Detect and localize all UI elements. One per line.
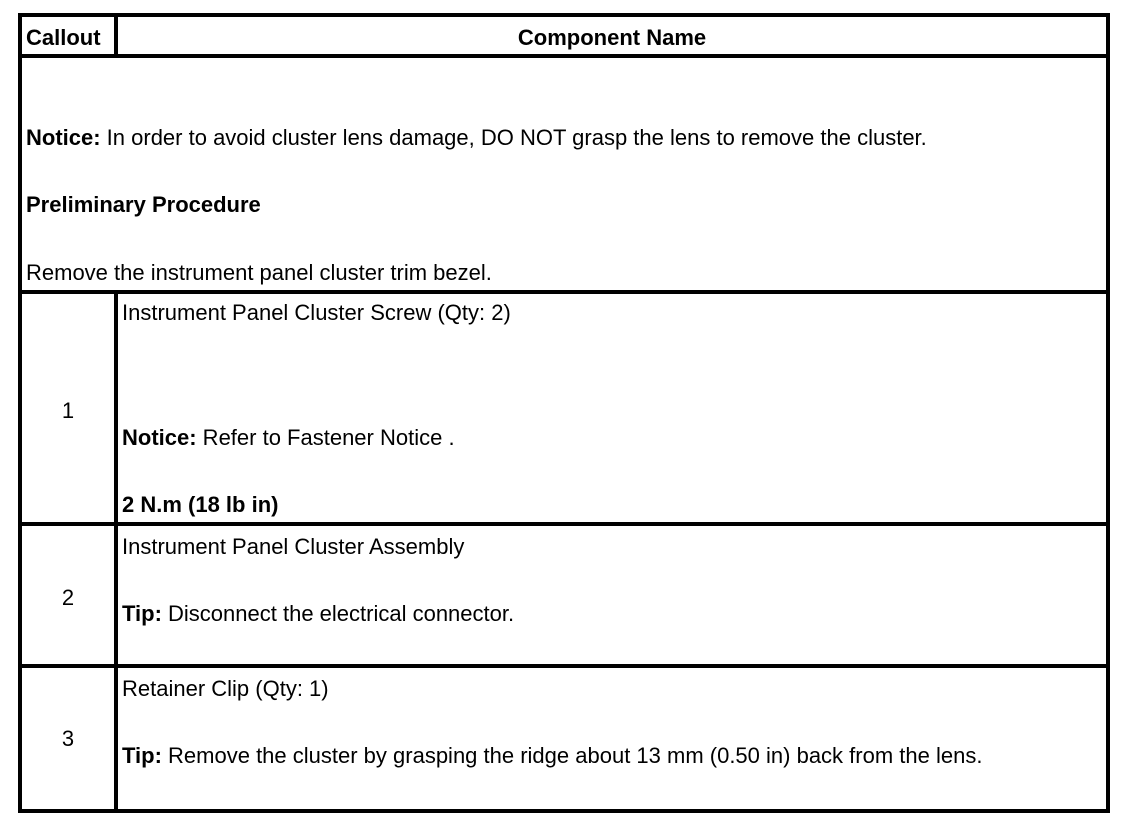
row-3-callout: 3 <box>61 726 75 751</box>
row-2-component-name: Instrument Panel Cluster Assembly <box>122 534 465 559</box>
intro-notice-text: In order to avoid cluster lens damage, DO NOT grasp the lens to remove the cluster. <box>100 125 927 150</box>
row-3-callout-cell <box>18 664 118 813</box>
row-2-callout: 2 <box>61 585 75 610</box>
row-2-callout-cell <box>18 522 118 668</box>
row-3-tip-text: Remove the cluster by grasping the ridge about 13 mm (0.50 in) back from the lens. <box>161 743 983 768</box>
row-3-component-name: Retainer Clip (Qty: 1) <box>122 676 329 701</box>
row-1-torque: 2 N.m (18 lb in) <box>122 492 279 517</box>
intro-notice-label: Notice: <box>26 125 101 150</box>
intro-notice <box>26 125 927 151</box>
row-2-tip-label: Tip: <box>122 601 162 626</box>
row-1-notice-text: Refer to Fastener Notice . <box>196 425 455 450</box>
row-1-notice <box>122 425 455 451</box>
row-3-tip-label: Tip: <box>122 743 162 768</box>
intro-cell <box>18 54 1110 294</box>
row-2-tip-text: Disconnect the electrical connector. <box>161 601 515 626</box>
row-1-component-cell <box>114 290 1110 526</box>
header-component-label: Component Name <box>517 25 707 50</box>
preliminary-heading: Preliminary Procedure <box>26 192 261 217</box>
header-callout-label: Callout <box>26 25 101 50</box>
row-1-callout-cell <box>18 290 118 526</box>
row-2-component-cell <box>114 522 1110 668</box>
row-1-component-name: Instrument Panel Cluster Screw (Qty: 2) <box>122 300 511 325</box>
header-callout-cell <box>18 13 118 58</box>
row-1-notice-label: Notice: <box>122 425 197 450</box>
row-2-tip <box>122 601 514 627</box>
row-3-tip <box>122 743 982 769</box>
header-component-cell <box>114 13 1110 58</box>
row-3-component-cell <box>114 664 1110 813</box>
procedure-table <box>18 13 1110 813</box>
preliminary-step: Remove the instrument panel cluster trim bezel. <box>26 260 492 285</box>
row-1-callout: 1 <box>61 398 75 423</box>
